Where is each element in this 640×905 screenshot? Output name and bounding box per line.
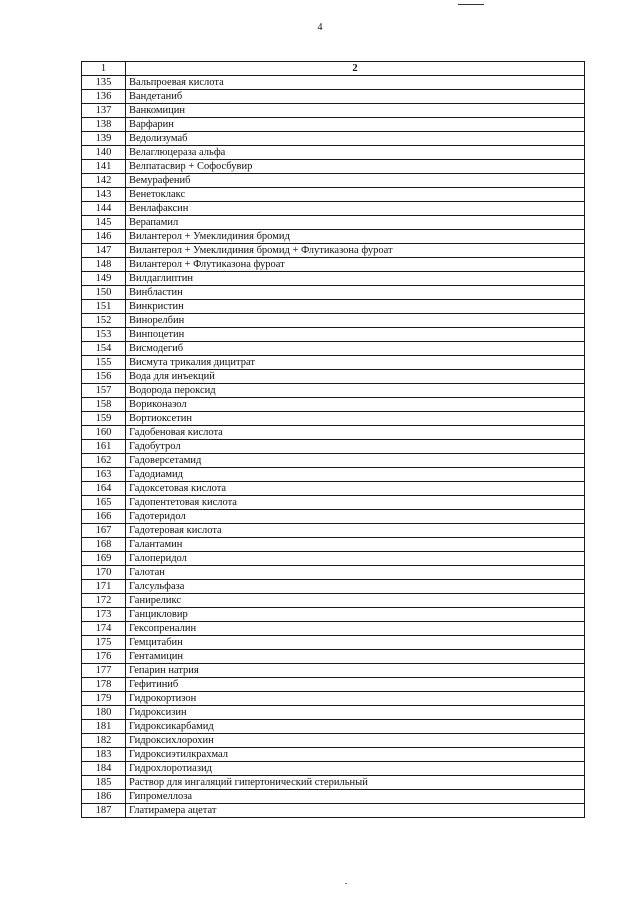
table-row: [82, 720, 585, 734]
drug-name: Вориконазол: [126, 398, 585, 412]
table-row: [82, 622, 585, 636]
row-number: 155: [82, 356, 126, 370]
drug-name: Галоперидол: [126, 552, 585, 566]
table-header-row: [82, 62, 585, 76]
row-number: 137: [82, 104, 126, 118]
row-number: 172: [82, 594, 126, 608]
drug-name: Вилантерол + Флутиказона фуроат: [126, 258, 585, 272]
drug-name: Вальпроевая кислота: [126, 76, 585, 90]
table-row: [82, 314, 585, 328]
table-row: [82, 412, 585, 426]
row-number: 149: [82, 272, 126, 286]
row-number: 162: [82, 454, 126, 468]
table-row: [82, 804, 585, 818]
row-number: 152: [82, 314, 126, 328]
drug-name: Ганцикловир: [126, 608, 585, 622]
row-number: 146: [82, 230, 126, 244]
table-row: [82, 272, 585, 286]
row-number: 178: [82, 678, 126, 692]
drug-name: Гадотеридол: [126, 510, 585, 524]
table-row: [82, 202, 585, 216]
row-number: 166: [82, 510, 126, 524]
table-row: [82, 132, 585, 146]
row-number: 167: [82, 524, 126, 538]
row-number: 148: [82, 258, 126, 272]
table-row: [82, 776, 585, 790]
drug-name: Гидрокортизон: [126, 692, 585, 706]
row-number: 160: [82, 426, 126, 440]
table-row: [82, 524, 585, 538]
drug-name: Вилантерол + Умеклидиния бромид + Флутиказона фуроат: [126, 244, 585, 258]
table-row: [82, 230, 585, 244]
table-row: [82, 692, 585, 706]
row-number: 176: [82, 650, 126, 664]
row-number: 185: [82, 776, 126, 790]
table-row: [82, 482, 585, 496]
drug-name: Гидрохлоротиазид: [126, 762, 585, 776]
drug-name: Гипромеллоза: [126, 790, 585, 804]
table-row: [82, 440, 585, 454]
drug-name: Гадотеровая кислота: [126, 524, 585, 538]
scan-mark: [458, 4, 484, 5]
drug-name: Варфарин: [126, 118, 585, 132]
row-number: 156: [82, 370, 126, 384]
drug-name: Галантамин: [126, 538, 585, 552]
row-number: 169: [82, 552, 126, 566]
drug-name: Винорелбин: [126, 314, 585, 328]
table-row: [82, 552, 585, 566]
page-number: 4: [317, 22, 323, 33]
drug-name: Гадоверсетамид: [126, 454, 585, 468]
row-number: 159: [82, 412, 126, 426]
drug-name: Ведолизумаб: [126, 132, 585, 146]
column-header-number: 1: [82, 62, 126, 76]
drug-name: Гидроксиэтилкрахмал: [126, 748, 585, 762]
drug-table: [81, 61, 585, 818]
drug-name: Глатирамера ацетат: [126, 804, 585, 818]
row-number: 139: [82, 132, 126, 146]
table-row: [82, 538, 585, 552]
drug-name: Висмута трикалия дицитрат: [126, 356, 585, 370]
row-number: 147: [82, 244, 126, 258]
scan-dot: [345, 883, 347, 884]
table-row: [82, 608, 585, 622]
row-number: 158: [82, 398, 126, 412]
table-row: [82, 76, 585, 90]
drug-name: Гидроксихлорохин: [126, 734, 585, 748]
table-row: [82, 510, 585, 524]
drug-name: Венетоклакс: [126, 188, 585, 202]
row-number: 184: [82, 762, 126, 776]
table-row: [82, 496, 585, 510]
drug-name: Гадодиамид: [126, 468, 585, 482]
table-row: [82, 790, 585, 804]
row-number: 142: [82, 174, 126, 188]
drug-name: Гидроксикарбамид: [126, 720, 585, 734]
drug-name: Гадобутрол: [126, 440, 585, 454]
row-number: 140: [82, 146, 126, 160]
row-number: 164: [82, 482, 126, 496]
row-number: 161: [82, 440, 126, 454]
table-row: [82, 370, 585, 384]
table-row: [82, 118, 585, 132]
table-row: [82, 174, 585, 188]
drug-name: Венлафаксин: [126, 202, 585, 216]
row-number: 143: [82, 188, 126, 202]
drug-name: Вилдаглиптин: [126, 272, 585, 286]
drug-name: Гентамицин: [126, 650, 585, 664]
row-number: 177: [82, 664, 126, 678]
row-number: 173: [82, 608, 126, 622]
drug-name: Ванкомицин: [126, 104, 585, 118]
table-row: [82, 706, 585, 720]
table-row: [82, 90, 585, 104]
drug-name: Велпатасвир + Софосбувир: [126, 160, 585, 174]
table-row: [82, 216, 585, 230]
row-number: 150: [82, 286, 126, 300]
table-row: [82, 160, 585, 174]
drug-name: Гефитиниб: [126, 678, 585, 692]
drug-name: Верапамил: [126, 216, 585, 230]
table-row: [82, 398, 585, 412]
table-row: [82, 594, 585, 608]
drug-name: Гепарин натрия: [126, 664, 585, 678]
drug-name: Винпоцетин: [126, 328, 585, 342]
table-row: [82, 678, 585, 692]
row-number: 154: [82, 342, 126, 356]
table-row: [82, 244, 585, 258]
row-number: 136: [82, 90, 126, 104]
drug-name: Раствор для ингаляций гипертонический стерильный: [126, 776, 585, 790]
column-header-name: 2: [126, 62, 585, 76]
table-body: [82, 76, 585, 818]
drug-name: Галсульфаза: [126, 580, 585, 594]
table-row: [82, 384, 585, 398]
drug-name: Гемцитабин: [126, 636, 585, 650]
drug-name: Вандетаниб: [126, 90, 585, 104]
row-number: 165: [82, 496, 126, 510]
table-row: [82, 188, 585, 202]
drug-name: Гидроксизин: [126, 706, 585, 720]
row-number: 168: [82, 538, 126, 552]
drug-name: Вортиоксетин: [126, 412, 585, 426]
table-row: [82, 342, 585, 356]
row-number: 138: [82, 118, 126, 132]
row-number: 175: [82, 636, 126, 650]
row-number: 163: [82, 468, 126, 482]
row-number: 135: [82, 76, 126, 90]
drug-name: Гадобеновая кислота: [126, 426, 585, 440]
drug-name: Вемурафениб: [126, 174, 585, 188]
row-number: 174: [82, 622, 126, 636]
table-row: [82, 468, 585, 482]
row-number: 145: [82, 216, 126, 230]
table-row: [82, 454, 585, 468]
row-number: 181: [82, 720, 126, 734]
table-row: [82, 748, 585, 762]
row-number: 141: [82, 160, 126, 174]
table-row: [82, 258, 585, 272]
drug-name: Велаглюцераза альфа: [126, 146, 585, 160]
row-number: 144: [82, 202, 126, 216]
table-row: [82, 356, 585, 370]
table-row: [82, 286, 585, 300]
table-row: [82, 664, 585, 678]
drug-name: Гексопреналин: [126, 622, 585, 636]
drug-name: Висмодегиб: [126, 342, 585, 356]
row-number: 170: [82, 566, 126, 580]
drug-name: Вода для инъекций: [126, 370, 585, 384]
row-number: 182: [82, 734, 126, 748]
table-row: [82, 328, 585, 342]
row-number: 151: [82, 300, 126, 314]
table-row: [82, 580, 585, 594]
table-row: [82, 650, 585, 664]
row-number: 157: [82, 384, 126, 398]
drug-name: Вилантерол + Умеклидиния бромид: [126, 230, 585, 244]
row-number: 183: [82, 748, 126, 762]
drug-name: Гадопентетовая кислота: [126, 496, 585, 510]
row-number: 171: [82, 580, 126, 594]
drug-name: Винбластин: [126, 286, 585, 300]
row-number: 179: [82, 692, 126, 706]
drug-name: Ганиреликс: [126, 594, 585, 608]
row-number: 153: [82, 328, 126, 342]
table-row: [82, 734, 585, 748]
row-number: 186: [82, 790, 126, 804]
drug-name: Галотан: [126, 566, 585, 580]
drug-name: Водорода пероксид: [126, 384, 585, 398]
row-number: 187: [82, 804, 126, 818]
drug-name: Винкристин: [126, 300, 585, 314]
table-row: [82, 300, 585, 314]
drug-name: Гадоксетовая кислота: [126, 482, 585, 496]
table-row: [82, 146, 585, 160]
table-row: [82, 636, 585, 650]
table-row: [82, 566, 585, 580]
table-row: [82, 762, 585, 776]
table-row: [82, 104, 585, 118]
table-row: [82, 426, 585, 440]
row-number: 180: [82, 706, 126, 720]
